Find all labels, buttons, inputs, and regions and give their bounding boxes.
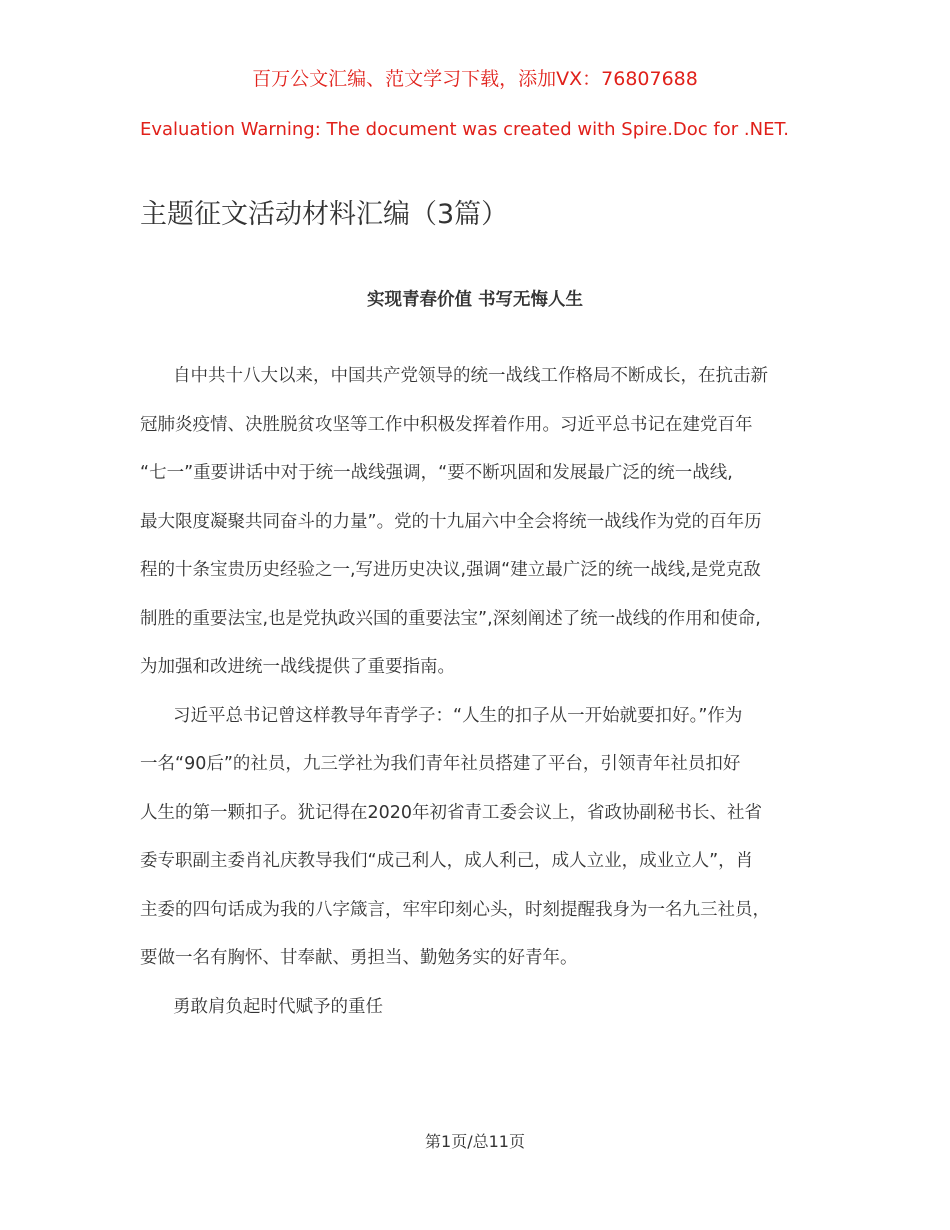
document-title: 主题征文活动材料汇编（3篇）	[140, 199, 509, 230]
paragraph-3	[140, 983, 810, 1032]
section-title: 实现青春价值 书写无悔人生	[366, 290, 584, 310]
paragraph-line: 习近平总书记曾这样教导年青学子：“人生的扣子从一开始就要扣好。”作为	[173, 705, 743, 726]
promo-header: 百万公文汇编、范文学习下载，添加VX：76807688	[252, 68, 698, 90]
page-indicator: 第1页/总11页	[425, 1132, 525, 1151]
paragraph-line: 勇敢肩负起时代赋予的重任	[173, 996, 383, 1017]
paragraph-line: 要做一名有胸怀、甘奉献、勇担当、勤勉务实的好青年。	[140, 948, 578, 968]
paragraph-line: 主委的四句话成为我的八字箴言，牢牢印刻心头，时刻提醒我身为一名九三社员，	[140, 899, 770, 920]
paragraph-line: 一名“90后”的社员，九三学社为我们青年社员搭建了平台，引领青年社员扣好	[140, 754, 741, 774]
paragraph-line: 人生的第一颗扣子。犹记得在2020年初省青工委会议上，省政协副秘书长、社省	[140, 802, 763, 823]
evaluation-warning: Evaluation Warning: The document was created with Spire.Doc for .NET.	[140, 119, 790, 140]
paragraph-line: 最大限度凝聚共同奋斗的力量”。党的十九届六中全会将统一战线作为党的百年历	[140, 511, 762, 532]
paragraph-line: 委专职副主委肖礼庆教导我们“成己利人，成人利己，成人立业，成业立人”，肖	[140, 851, 754, 871]
paragraph-line: 为加强和改进统一战线提供了重要指南。	[140, 657, 455, 677]
paragraph-line: 程的十条宝贵历史经验之一,写进历史决议,强调“建立最广泛的统一战线,是党克敌	[140, 560, 761, 580]
paragraph-line: 冠肺炎疫情、决胜脱贫攻坚等工作中积极发挥着作用。习近平总书记在建党百年	[140, 414, 753, 435]
paragraph-line: 自中共十八大以来，中国共产党领导的统一战线工作格局不断成长，在抗击新	[173, 366, 768, 386]
paragraph-line: “七一”重要讲话中对于统一战线强调，“要不断巩固和发展最广泛的统一战线,	[140, 463, 733, 483]
paragraph-line: 制胜的重要法宝,也是党执政兴国的重要法宝”,深刻阐述了统一战线的作用和使命,	[140, 608, 761, 629]
paragraph-2	[140, 692, 810, 983]
paragraph-1	[140, 352, 810, 692]
